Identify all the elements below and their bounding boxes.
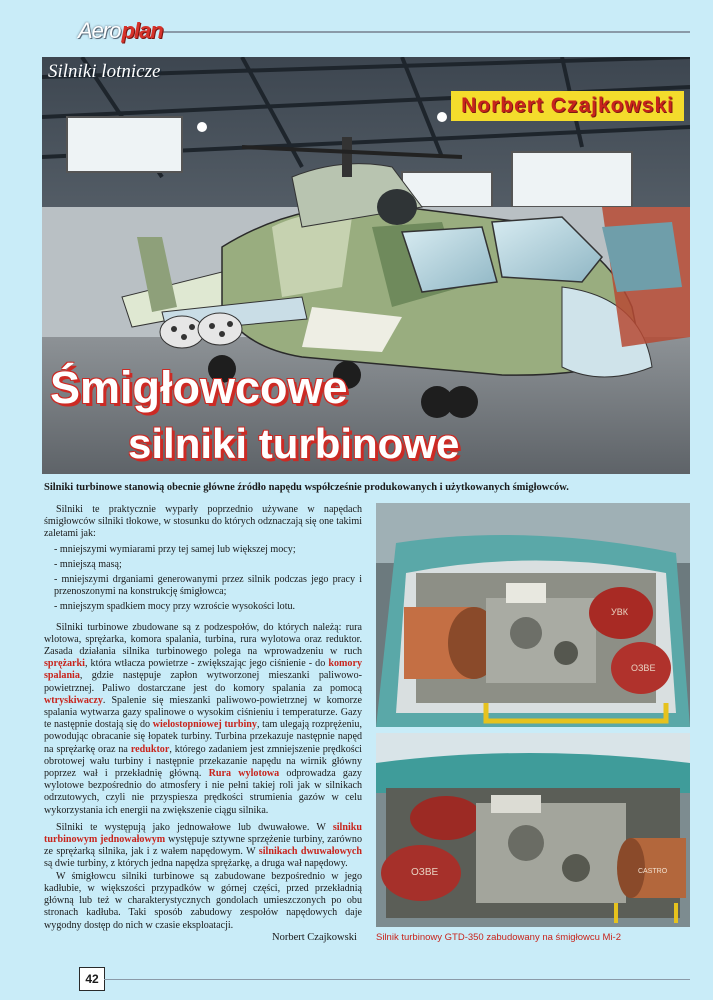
- cover-label-4: CASTRO: [638, 868, 668, 875]
- term-injectors: wtryskiwaczy: [44, 694, 103, 706]
- article-body: [44, 504, 362, 932]
- list-item: - mniejszą masą;: [54, 558, 122, 570]
- article-title-line1: Śmigłowcowe: [50, 362, 348, 413]
- list-item: - mniejszymi drganiami generowanymi przez silnik podczas jego pracy i przenoszonymi na konstrukcję śmigłowca;: [54, 574, 362, 598]
- photo-caption: Silnik turbinowy GTD-350 zabudowany na śmigłowcu Mi-2: [376, 932, 621, 943]
- article-signature: Norbert Czajkowski: [272, 932, 357, 943]
- term-turbine: wielostopniowej turbiny: [152, 719, 257, 731]
- article-lead: Silniki turbinowe stanowią obecnie główne źródło napędu współcześnie produkowanych i użytkowanych śmigłowców.: [44, 482, 569, 493]
- paragraph-shaft-types: Silniki te występują jako jednowałowe lub dwuwałowe. W silniku turbinowym jednowałowym występuje sztywne sprzężenie turbiny, zarówno ze sprężarką silnika, jak i z wałem napędowym. W silnikach dwuwałowych są dwie turbiny, z których jedna napędza sprężarkę, a druga wał napędowy.: [44, 821, 362, 870]
- cover-label-1: УВК: [611, 607, 628, 617]
- author-badge: Norbert Czajkowski: [451, 91, 684, 121]
- term-reducer: reduktor: [130, 743, 170, 755]
- list-item: - mniejszym spadkiem mocy przy wzroście wysokości lotu.: [54, 601, 296, 613]
- term-compressor: sprężarki: [44, 658, 85, 670]
- page-header: [0, 0, 713, 56]
- engine-photo-bottom: [376, 733, 690, 927]
- term-twin-shaft: silnikach dwuwałowych: [258, 846, 362, 858]
- logo-part2: plan: [121, 18, 163, 43]
- section-label: Silniki lotnicze: [48, 61, 161, 82]
- footer-rule: [104, 979, 690, 980]
- paragraph-installation: W śmigłowcu silniki turbinowe są zabudowane bezpośrednio w jego kadłubie, w większości przypadków w górnej części, przed przekładnią główną lub też w charakterystycznych gondolach umieszczonych po obu stronach kadłuba. Taki sposób zabudowy zespołów napędowych daje wygodny dostęp do nich w czasie eksploatacji.: [44, 870, 362, 931]
- engine-photo-top: [376, 503, 690, 727]
- cover-label-3: ОЗВЕ: [411, 867, 439, 878]
- term-exhaust-pipe: Rura wylotowa: [208, 768, 280, 780]
- paragraph-construction: Silniki turbinowe zbudowane są z podzespołów, do których należą: rura wlotowa, sprężarka, komora spalania, turbina, rura wylotowa oraz reduktor. Zasada działania silnika turbinowego polega na wprowadzeniu w ruch sprężarki, która wtłacza powietrze - zwiększając jego ciśnienie - do komory spalania, gdzie następuje zapłon wytworzonej mieszanki paliwowo-powietrznej. Paliwo dostarczane jest do komory spalania za pomocą wtryskiwaczy. Spalenie się mieszanki paliwowo-powietrznej w komorze spalania wytwarza gazy spalinowe o wysokim ciśnieniu i temperaturze. Gazy te następnie dostają się do wielostopniowej turbiny, tam ulegają rozprężeniu, powodując obracanie się łopatek turbiny. Turbina przekazuje następnie napęd na sprężarkę oraz na reduktor, którego zadaniem jest zmniejszenie prędkości obrotowej wału turbiny i następnie przekazanie napędu na wirnik główny poprzez wał i przekładnię główną. Rura wylotowa odprowadza gazy wylotowe bezpośrednio do atmosfery i nie pełni takiej roli jak w silnikach odrzutowych, czyli nie przyspiesza prędkości strumienia gazów w celu wykorzystania ich energii na zwiększenie ciągu silnika.: [44, 621, 363, 816]
- logo-part1: Aero: [78, 18, 121, 43]
- magazine-logo: [78, 14, 163, 48]
- list-item: - mniejszymi wymiarami przy tej samej lub większej mocy;: [54, 543, 296, 555]
- paragraph-intro: Silniki te praktycznie wyparły poprzednio używane w napędach śmigłowców silniki tłokowe, w stosunku do których odznaczają się one takimi zaletami jak:: [44, 504, 362, 540]
- page-number: 42: [79, 967, 105, 991]
- hero-photo: [42, 57, 690, 474]
- article-title-line2: silniki turbinowe: [128, 420, 460, 467]
- cover-label-2: ОЗВЕ: [631, 663, 656, 673]
- term-combustion-chamber: komory spalania: [44, 658, 362, 682]
- header-rule: [160, 31, 690, 33]
- term-single-shaft: silniku turbinowym jednowałowym: [44, 821, 362, 846]
